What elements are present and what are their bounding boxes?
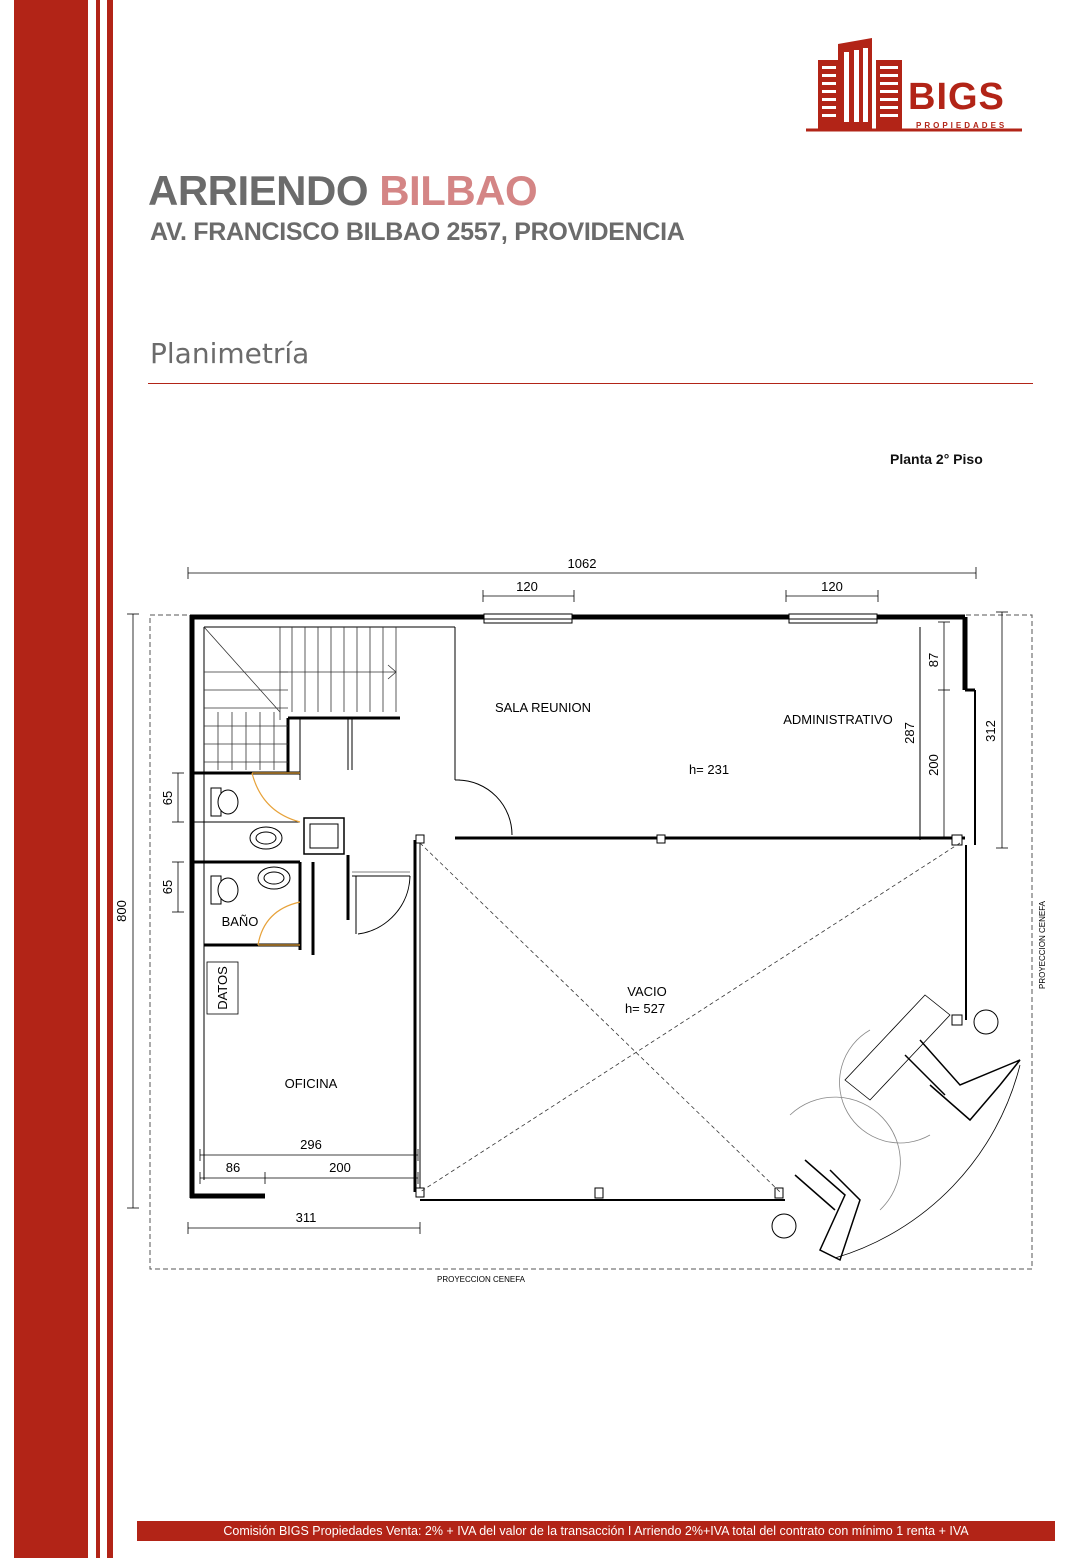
room-vacio: VACIO <box>627 984 667 999</box>
section-title: Planimetría <box>150 337 310 370</box>
dim-65-lower: 65 <box>160 879 175 895</box>
dim-height-total: 800 <box>114 900 129 922</box>
left-accent-bar <box>14 0 88 1558</box>
title-main: ARRIENDO <box>148 167 369 214</box>
property-address: AV. FRANCISCO BILBAO 2557, PROVIDENCIA <box>150 218 685 246</box>
dim-200-vertical: 200 <box>926 754 941 776</box>
floor-plan <box>114 548 1047 1293</box>
room-administrativo: ADMINISTRATIVO <box>783 712 893 727</box>
room-vacio-height: h= 527 <box>624 1001 666 1016</box>
dim-87: 87 <box>926 652 941 668</box>
left-accent-stripe <box>107 0 113 1558</box>
dim-window-2: 120 <box>821 579 843 594</box>
page-title <box>148 167 538 214</box>
dim-total-width: 1062 <box>567 556 597 571</box>
dim-200: 200 <box>329 1160 351 1175</box>
dim-287: 287 <box>902 722 917 744</box>
logo-wordmark: BIGS <box>908 76 1005 118</box>
dim-window-1: 120 <box>516 579 538 594</box>
room-bano: BAÑO <box>221 914 259 929</box>
dim-86: 86 <box>225 1160 241 1175</box>
title-accent: BILBAO <box>379 167 538 214</box>
room-sala-height: h= 231 <box>688 762 730 777</box>
note-proyeccion-right: PROYECCION CENEFA <box>1038 900 1047 990</box>
room-oficina: OFICINA <box>284 1076 338 1091</box>
room-sala-reunion: SALA REUNION <box>494 700 592 715</box>
dim-311: 311 <box>295 1210 317 1225</box>
floor-label: Planta 2° Piso <box>890 451 983 467</box>
room-datos: DATOS <box>215 966 230 1010</box>
dim-296: 296 <box>300 1137 322 1152</box>
logo-subtitle: PROPIEDADES <box>916 121 1008 130</box>
section-divider <box>148 383 1033 384</box>
dim-312: 312 <box>983 720 998 742</box>
dim-65-upper: 65 <box>160 790 175 806</box>
left-accent-stripe <box>96 0 100 1558</box>
commission-footer: Comisión BIGS Propiedades Venta: 2% + IVA del valor de la transacción I Arriendo 2%+IVA total del contrato con mínimo 1 renta + IVA <box>137 1521 1055 1541</box>
note-proyeccion-bottom: PROYECCION CENEFA <box>436 1275 526 1284</box>
company-logo <box>804 34 1026 134</box>
